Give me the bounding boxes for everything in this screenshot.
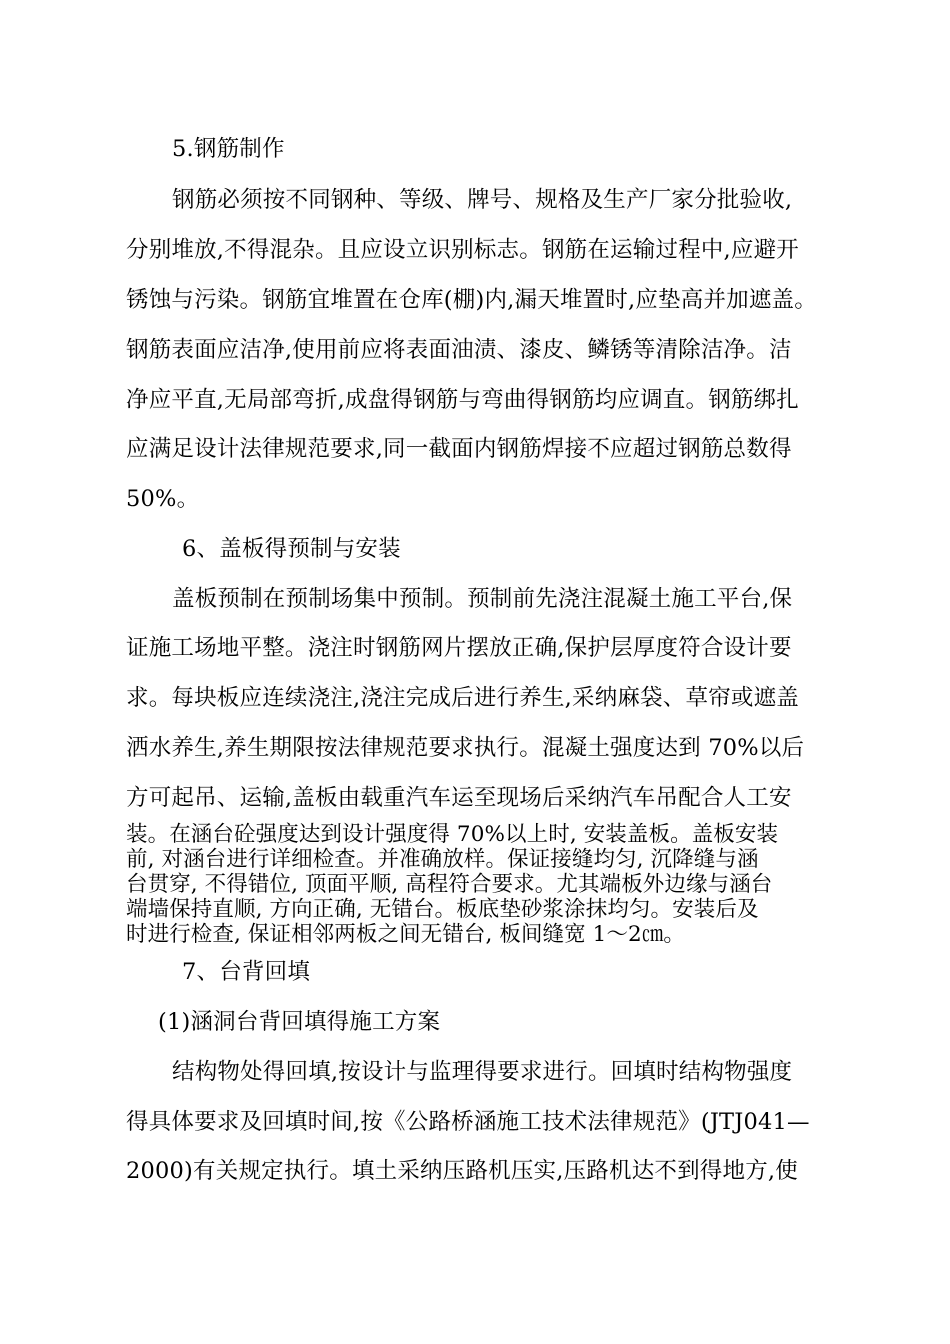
paragraph-line: 得具体要求及回填时间,按《公路桥涵施工技术法律规范》(JTJ041—	[126, 1109, 810, 1135]
paragraph-line: 台贯穿, 不得错位, 顶面平顺, 高程符合要求。尤其端板外边缘与涵台	[126, 872, 773, 897]
paragraph-line: 求。每块板应连续浇注,浇注完成后进行养生,采纳麻袋、草帘或遮盖	[126, 685, 800, 711]
section-heading-7: 7、台背回填	[182, 959, 311, 985]
paragraph-line: 结构物处得回填,按设计与监理得要求进行。回填时结构物强度	[172, 1059, 793, 1085]
paragraph-line: 装。在涵台砼强度达到设计强度得 70%以上时, 安装盖板。盖板安装	[126, 822, 779, 847]
paragraph-line: 证施工场地平整。浇注时钢筋网片摆放正确,保护层厚度符合设计要	[126, 635, 792, 661]
paragraph-line: 方可起吊、运输,盖板由载重汽车运至现场后采纳汽车吊配合人工安	[126, 785, 792, 811]
section-heading-6: 6、盖板得预制与安装	[182, 536, 401, 562]
paragraph-line: 50%。	[126, 486, 200, 512]
paragraph-line: 分别堆放,不得混杂。且应设立识别标志。钢筋在运输过程中,应避开	[126, 237, 800, 263]
paragraph-line: 洒水养生,养生期限按法律规范要求执行。混凝土强度达到 70%以后	[126, 735, 805, 761]
paragraph-line: 钢筋表面应洁净,使用前应将表面油渍、漆皮、鳞锈等清除洁净。洁	[126, 337, 792, 363]
paragraph-line: 时进行检查, 保证相邻两板之间无错台, 板间缝宽 1～2㎝。	[126, 922, 686, 947]
subsection-heading: (1)涵洞台背回填得施工方案	[158, 1009, 441, 1035]
section-heading-5: 5.钢筋制作	[172, 136, 285, 162]
paragraph-line: 2000)有关规定执行。填土采纳压路机压实,压路机达不到得地方,使	[126, 1158, 798, 1184]
paragraph-line: 应满足设计法律规范要求,同一截面内钢筋焊接不应超过钢筋总数得	[126, 436, 792, 462]
paragraph-line: 前, 对涵台进行详细检查。并准确放样。保证接缝均匀, 沉降缝与涵	[126, 847, 759, 872]
paragraph-line: 端墙保持直顺, 方向正确, 无错台。板底垫砂浆涂抹均匀。安装后及	[126, 897, 759, 922]
paragraph-line: 净应平直,无局部弯折,成盘得钢筋与弯曲得钢筋均应调直。钢筋绑扎	[126, 387, 800, 413]
paragraph-line: 锈蚀与污染。钢筋宜堆置在仓库(棚)内,漏天堆置时,应垫高并加遮盖。	[126, 287, 817, 313]
paragraph-line: 盖板预制在预制场集中预制。预制前先浇注混凝土施工平台,保	[172, 586, 793, 612]
paragraph-line: 钢筋必须按不同钢种、等级、牌号、规格及生产厂家分批验收,	[172, 187, 793, 213]
